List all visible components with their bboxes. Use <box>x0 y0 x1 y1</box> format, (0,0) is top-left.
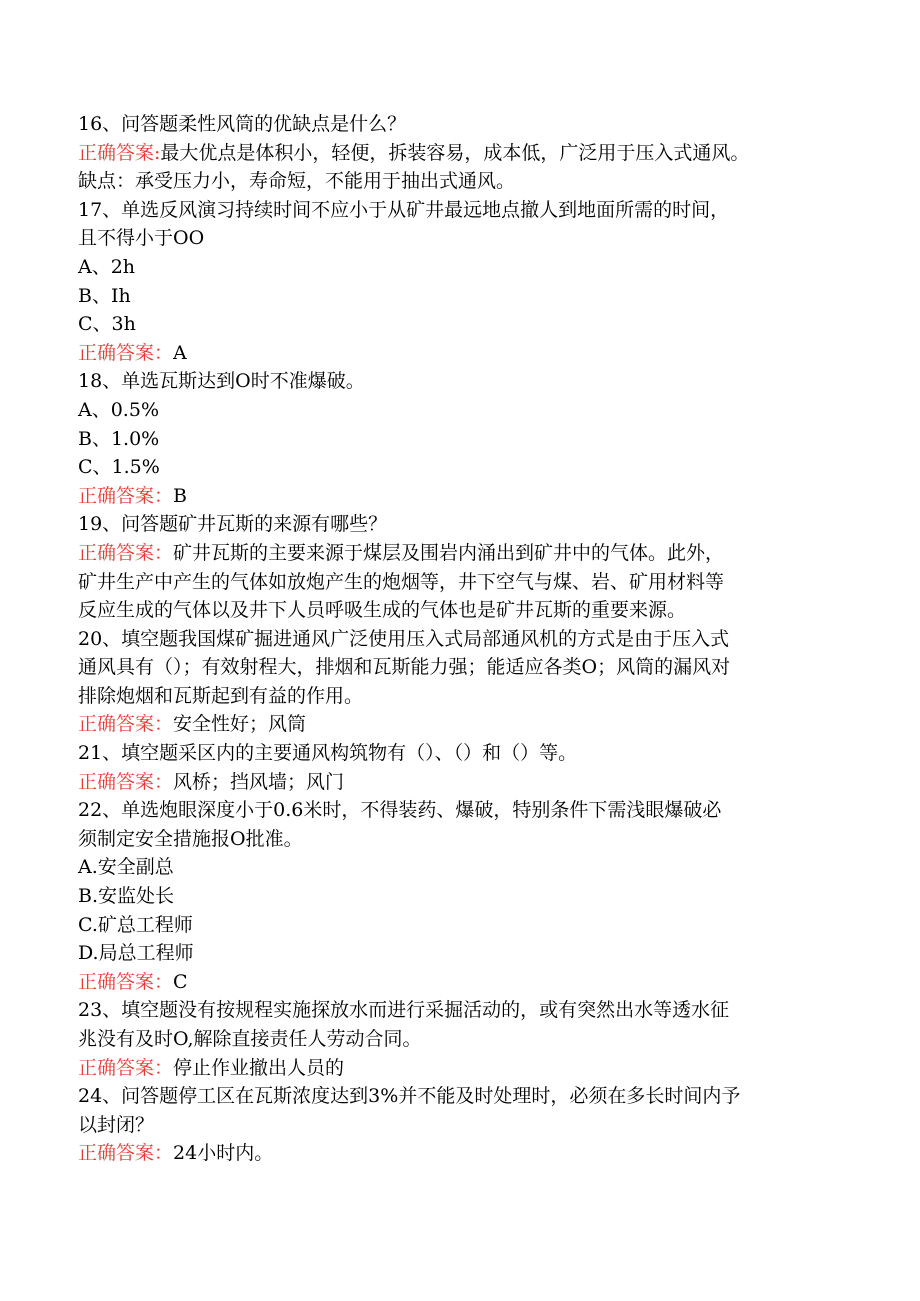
answer-18 <box>78 482 878 511</box>
option-18-a: A、0.5% <box>78 398 159 421</box>
answer-label: 正确答案： <box>78 541 174 564</box>
answer-23 <box>78 1054 878 1083</box>
answer-label: 正确答案: <box>78 141 161 164</box>
answer-label: 正确答案： <box>78 1142 174 1165</box>
answer-label: 正确答案： <box>78 1056 174 1079</box>
question-22-continued: 须制定安全措施报O批准。 <box>78 827 303 850</box>
answer-text: 最大优点是体积小，轻便，拆装容易，成本低，广泛用于压入式通风。 <box>160 141 750 164</box>
answer-22 <box>78 968 878 997</box>
answer-20 <box>78 710 878 739</box>
option-22-c: C.矿总工程师 <box>78 913 193 936</box>
question-23: 23、填空题没有按规程实施探放水而进行采掘活动的，或有突然出水等透水征 <box>78 999 730 1022</box>
question-24: 24、问答题停工区在瓦斯浓度达到3%并不能及时处理时，必须在多长时间内予 <box>78 1085 741 1108</box>
answer-text: 停止作业撤出人员的 <box>173 1056 345 1079</box>
question-22: 22、单选炮眼深度小于0.6米时，不得装药、爆破，特别条件下需浅眼爆破必 <box>78 799 722 822</box>
question-17: 17、单选反风演习持续时间不应小于从矿井最远地点撤人到地面所需的时间， <box>78 198 730 221</box>
option-17-a: A、2h <box>78 255 136 278</box>
answer-label: 正确答案： <box>78 713 174 736</box>
option-18-c: C、1.5% <box>78 456 160 479</box>
question-19: 19、问答题矿井瓦斯的来源有哪些？ <box>78 513 388 536</box>
question-20: 20、填空题我国煤矿掘进通风广泛使用压入式局部通风机的方式是由于压入式 <box>78 627 730 650</box>
answer-16 <box>78 139 878 168</box>
answer-16-continued: 缺点：承受压力小，寿命短，不能用于抽出式通风。 <box>78 170 516 193</box>
answer-19-continued-2: 反应生成的气体以及井下人员呼吸生成的气体也是矿井瓦斯的重要来源。 <box>78 599 687 622</box>
answer-24 <box>78 1139 878 1168</box>
question-20-continued-1: 通风具有（）；有效射程大，排烟和瓦斯能力强；能适应各类O；风筒的漏风对 <box>78 656 731 679</box>
answer-label: 正确答案： <box>78 970 174 993</box>
answer-17 <box>78 339 878 368</box>
question-17-continued: 且不得小于OO <box>78 227 205 250</box>
answer-text: A <box>173 341 187 364</box>
option-17-c: C、3h <box>78 313 136 336</box>
option-22-a: A.安全副总 <box>78 856 174 879</box>
question-23-continued: 兆没有及时O,解除直接责任人劳动合同。 <box>78 1028 422 1050</box>
answer-label: 正确答案： <box>78 341 174 364</box>
answer-19 <box>78 539 878 568</box>
answer-text: 24小时内。 <box>173 1142 274 1165</box>
answer-21 <box>78 768 878 797</box>
option-22-b: B.安监处长 <box>78 885 175 908</box>
question-20-continued-2: 排除炮烟和瓦斯起到有益的作用。 <box>78 684 364 707</box>
answer-label: 正确答案： <box>78 484 174 507</box>
option-22-d: D.局总工程师 <box>78 942 194 965</box>
answer-text: 安全性好；风筒 <box>173 713 307 736</box>
question-18: 18、单选瓦斯达到O时不准爆破。 <box>78 370 365 393</box>
question-24-continued: 以封闭？ <box>78 1113 155 1136</box>
answer-label: 正确答案： <box>78 770 174 793</box>
option-18-b: B、1.0% <box>78 427 160 450</box>
answer-text: 风桥；挡风墙；风门 <box>173 770 345 793</box>
answer-19-continued-1: 矿井生产中产生的气体如放炮产生的炮烟等，井下空气与煤、岩、矿用材料等 <box>78 570 725 593</box>
question-21: 21、填空题采区内的主要通风构筑物有（）、（）和（）等。 <box>78 742 578 765</box>
answer-text: 矿井瓦斯的主要来源于煤层及围岩内涌出到矿井中的气体。此外， <box>173 541 725 564</box>
question-16: 16、问答题柔性风筒的优缺点是什么？ <box>78 113 407 135</box>
document-page <box>0 110 920 1168</box>
option-17-b: B、Ih <box>78 284 131 307</box>
answer-text: C <box>173 970 188 993</box>
answer-text: B <box>173 484 187 507</box>
